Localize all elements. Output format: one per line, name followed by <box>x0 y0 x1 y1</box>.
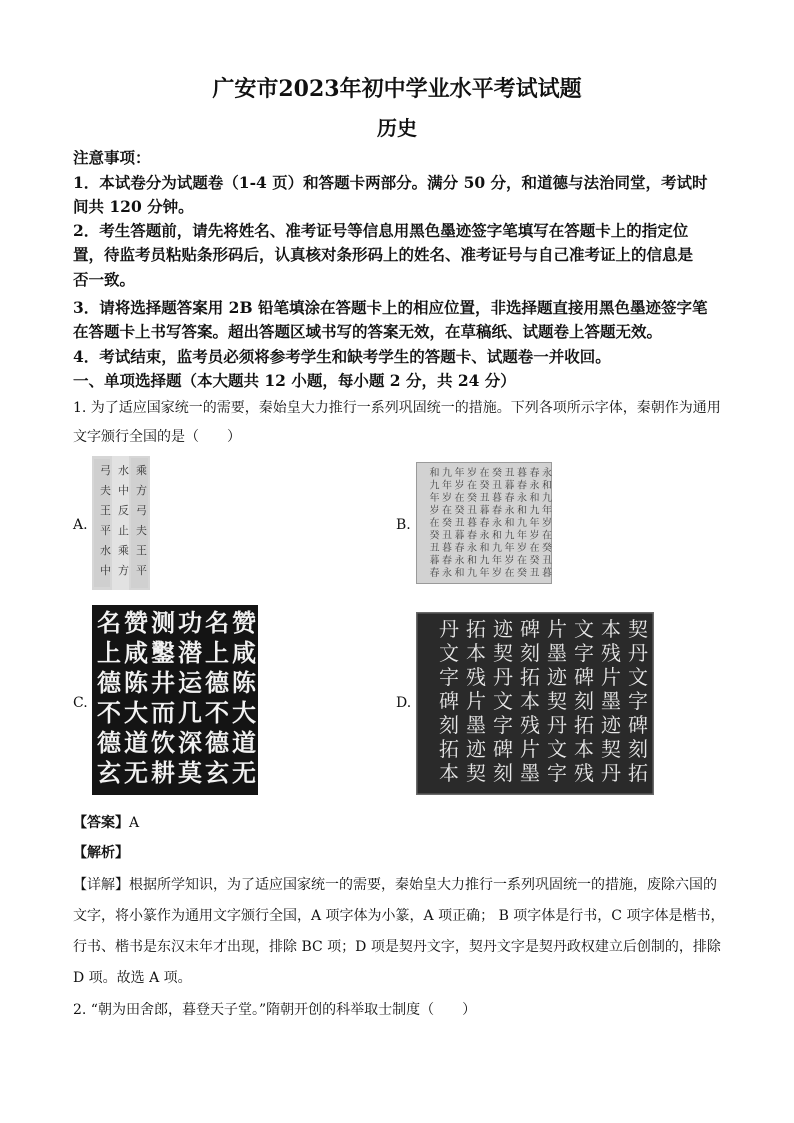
script-glyph: 刻 <box>628 737 648 761</box>
script-glyph: 王 <box>136 544 147 557</box>
script-glyph: 暮 <box>442 543 452 554</box>
script-glyph: 方 <box>136 484 147 497</box>
script-glyph: 井 <box>151 668 175 697</box>
script-glyph: 永 <box>517 493 527 504</box>
script-glyph: 在 <box>504 568 515 579</box>
script-glyph: 不 <box>97 698 121 727</box>
script-glyph: 王 <box>100 504 111 517</box>
script-glyph: 德 <box>97 668 121 697</box>
script-glyph: 九 <box>517 518 527 529</box>
script-glyph: 道 <box>124 728 148 757</box>
script-glyph: 岁 <box>517 543 527 554</box>
script-glyph: 契 <box>493 641 513 665</box>
script-glyph: 丑 <box>529 568 540 579</box>
option-c-rubbing-image <box>92 605 258 795</box>
answer-tag: 【答案】 <box>73 815 129 831</box>
script-glyph: 丹 <box>601 761 621 785</box>
script-glyph: 方 <box>118 564 129 577</box>
script-glyph: 丹 <box>628 641 648 665</box>
script-glyph: 德 <box>97 728 121 757</box>
script-glyph: 弓 <box>100 464 111 477</box>
script-glyph: 大 <box>232 698 256 727</box>
script-glyph: 夫 <box>136 524 147 537</box>
script-glyph: 大 <box>124 698 148 727</box>
script-glyph: 永 <box>442 568 452 579</box>
script-glyph: 岁 <box>442 493 452 504</box>
script-glyph: 永 <box>454 555 465 567</box>
script-glyph: 止 <box>118 524 129 537</box>
script-glyph: 九 <box>467 568 477 579</box>
script-glyph: 墨 <box>466 713 486 737</box>
exam-title: 广安市2023年初中学业水平考试试题 <box>212 76 582 102</box>
script-glyph: 赞 <box>124 608 148 637</box>
question-2-stem: 2. “朝为田舍郎，暮登天子堂。”隋朝开创的科举取士制度（ ） <box>73 1002 477 1018</box>
option-c-label: C. <box>73 695 88 711</box>
script-glyph: 无 <box>232 758 256 787</box>
script-glyph: 暮 <box>504 480 515 492</box>
script-glyph: 九 <box>542 493 552 504</box>
script-glyph: 文 <box>493 689 513 713</box>
script-glyph: 和 <box>492 530 502 542</box>
script-glyph: 德 <box>205 668 229 697</box>
notes-line: 4．考试结束，监考员必须将参考学生和缺考学生的答题卡、试题卷一并收回。 <box>73 347 611 366</box>
script-glyph: 年 <box>442 480 452 492</box>
notes-line: 在答题卡上书写答案。超出答题区域书写的答案无效，在草稿纸、试题卷上答题无效。 <box>73 322 663 341</box>
detail-line: 文字，将小篆作为通用文字颁行全国，A 项字体为小篆，A 项正确； B 项字体是行书，C 项字体是楷书， <box>73 908 725 924</box>
script-glyph: 文 <box>628 665 648 689</box>
option-d-rubbing-image <box>416 612 654 795</box>
option-b-label: B. <box>396 517 411 533</box>
script-glyph: 本 <box>439 761 459 785</box>
script-glyph: 残 <box>520 713 540 737</box>
notes-heading: 注意事项： <box>73 148 151 167</box>
script-glyph: 丑 <box>504 468 515 479</box>
script-glyph: 九 <box>479 555 490 567</box>
script-glyph: 九 <box>529 505 540 517</box>
option-b-script-image <box>416 462 552 584</box>
detail-line: 行书、楷书是东汉末年才出现，排除 BC 项；D 项是契丹文字，契丹文字是契丹政权建立后创制的，排除 <box>73 939 721 955</box>
script-glyph: 永 <box>542 468 552 479</box>
script-glyph: 水 <box>118 464 129 477</box>
script-glyph: 字 <box>574 641 594 665</box>
script-glyph: 春 <box>442 555 452 567</box>
script-glyph: 赞 <box>232 608 256 637</box>
script-glyph: 碑 <box>628 713 648 737</box>
script-glyph: 迹 <box>601 713 621 737</box>
script-glyph: 在 <box>454 493 465 504</box>
script-glyph: 陈 <box>124 668 148 697</box>
detail-line: D 项。故选 A 项。 <box>73 970 192 986</box>
script-glyph: 癸 <box>542 543 552 554</box>
script-glyph: 丹 <box>547 713 567 737</box>
script-glyph: 本 <box>520 689 540 713</box>
script-glyph: 潜 <box>178 638 202 667</box>
script-glyph: 深 <box>178 728 202 757</box>
script-glyph: 中 <box>118 484 129 497</box>
option-b-image <box>416 462 552 584</box>
script-glyph: 墨 <box>601 689 621 713</box>
script-glyph: 平 <box>136 564 147 577</box>
script-glyph: 无 <box>124 758 148 787</box>
script-glyph: 和 <box>429 468 440 479</box>
script-glyph: 丑 <box>542 555 552 567</box>
script-glyph: 岁 <box>429 505 440 517</box>
script-glyph: 在 <box>517 555 527 567</box>
script-glyph: 咸 <box>232 638 256 667</box>
script-glyph: 春 <box>492 505 502 517</box>
script-glyph: 不 <box>205 698 229 727</box>
script-glyph: 在 <box>467 480 477 492</box>
script-glyph: 德 <box>205 728 229 757</box>
script-glyph: 九 <box>504 530 515 542</box>
script-glyph: 鑿 <box>151 638 175 667</box>
script-glyph: 道 <box>232 728 256 757</box>
script-glyph: 岁 <box>467 468 477 479</box>
script-glyph: 饮 <box>151 728 175 757</box>
script-glyph: 癸 <box>429 530 440 542</box>
script-glyph: 文 <box>547 737 567 761</box>
script-glyph: 片 <box>466 689 486 713</box>
question-1-stem: 1. 为了适应国家统一的需要，秦始皇大力推行一系列巩固统一的措施。下列各项所示字体，秦朝作为通用 <box>73 400 721 416</box>
script-glyph: 字 <box>547 761 567 785</box>
script-glyph: 陈 <box>232 668 256 697</box>
script-glyph: 本 <box>601 617 621 641</box>
option-a-image <box>92 456 150 590</box>
script-glyph: 本 <box>466 641 486 665</box>
section-title: 一、单项选择题（本大题共 12 小题，每小题 2 分，共 24 分） <box>73 371 516 390</box>
script-glyph: 片 <box>601 665 621 689</box>
script-glyph: 咸 <box>124 638 148 667</box>
script-glyph: 年 <box>517 530 527 542</box>
script-glyph: 永 <box>467 543 477 554</box>
script-glyph: 癸 <box>529 555 540 567</box>
script-glyph: 字 <box>628 689 648 713</box>
script-glyph: 几 <box>178 698 202 727</box>
script-glyph: 春 <box>467 530 477 542</box>
script-glyph: 名 <box>97 608 121 637</box>
script-glyph: 刻 <box>520 641 540 665</box>
script-glyph: 永 <box>504 505 515 517</box>
script-glyph: 癸 <box>467 493 477 504</box>
script-glyph: 中 <box>100 564 111 577</box>
script-glyph: 年 <box>454 468 465 479</box>
script-glyph: 永 <box>529 480 540 492</box>
script-glyph: 丑 <box>479 493 490 504</box>
script-glyph: 和 <box>542 480 552 492</box>
script-glyph: 癸 <box>479 480 490 492</box>
script-glyph: 丑 <box>492 480 502 492</box>
script-glyph: 年 <box>479 568 490 579</box>
script-glyph: 年 <box>529 518 540 529</box>
script-glyph: 在 <box>442 505 452 517</box>
script-glyph: 反 <box>118 504 129 517</box>
script-glyph: 拓 <box>520 665 540 689</box>
script-glyph: 上 <box>205 638 229 667</box>
script-glyph: 春 <box>479 518 490 529</box>
script-glyph: 癸 <box>454 505 465 517</box>
notes-line: 3．请将选择题答案用 2B 铅笔填涂在答题卡上的相应位置，非选择题直接用黑色墨迹签字笔 <box>73 298 708 317</box>
script-glyph: 拓 <box>628 761 648 785</box>
script-glyph: 迹 <box>547 665 567 689</box>
script-glyph: 运 <box>178 668 202 697</box>
script-glyph: 弓 <box>136 504 147 517</box>
script-glyph: 暮 <box>492 493 502 504</box>
option-a-script-image <box>92 456 150 590</box>
script-glyph: 片 <box>520 737 540 761</box>
option-d-image <box>416 612 654 795</box>
script-glyph: 暮 <box>479 505 490 517</box>
script-glyph: 墨 <box>520 761 540 785</box>
script-glyph: 刻 <box>439 713 459 737</box>
script-glyph: 和 <box>467 555 477 567</box>
answer-line <box>73 812 723 834</box>
script-glyph: 玄 <box>205 758 229 787</box>
script-glyph: 残 <box>466 665 486 689</box>
script-glyph: 春 <box>429 568 440 579</box>
option-a-label: A. <box>73 517 88 533</box>
script-glyph: 丑 <box>429 543 440 554</box>
script-glyph: 本 <box>574 737 594 761</box>
script-glyph: 癸 <box>492 468 502 479</box>
analysis-tag: 【解析】 <box>73 845 129 861</box>
script-glyph: 丹 <box>493 665 513 689</box>
script-glyph: 和 <box>479 543 490 554</box>
script-glyph: 耕 <box>151 758 175 787</box>
script-glyph: 在 <box>479 468 490 479</box>
script-glyph: 莫 <box>178 758 202 787</box>
script-glyph: 岁 <box>529 530 540 542</box>
script-glyph: 在 <box>542 530 552 542</box>
notes-line: 置，待监考员粘贴条形码后，认真核对条形码上的姓名、准考证号与自己准考证上的信息是 <box>73 245 694 264</box>
script-glyph: 岁 <box>542 518 552 529</box>
script-glyph: 碑 <box>493 737 513 761</box>
answer-value: A <box>129 815 140 831</box>
script-glyph: 文 <box>439 641 459 665</box>
script-glyph: 契 <box>628 617 648 641</box>
script-glyph: 碑 <box>574 665 594 689</box>
script-glyph: 迹 <box>466 737 486 761</box>
script-glyph: 乘 <box>118 544 129 557</box>
script-glyph: 九 <box>442 468 452 479</box>
script-glyph: 名 <box>205 608 229 637</box>
script-glyph: 癸 <box>517 568 527 579</box>
script-glyph: 年 <box>429 493 440 504</box>
script-glyph: 乘 <box>136 464 147 477</box>
script-glyph: 和 <box>529 493 540 504</box>
script-glyph: 契 <box>547 689 567 713</box>
script-glyph: 和 <box>517 505 527 517</box>
script-glyph: 字 <box>439 665 459 689</box>
script-glyph: 九 <box>429 480 440 492</box>
script-glyph: 暮 <box>467 518 477 529</box>
script-glyph: 上 <box>97 638 121 667</box>
script-glyph: 刻 <box>493 761 513 785</box>
script-glyph: 丑 <box>467 505 477 517</box>
script-glyph: 春 <box>529 468 540 479</box>
script-glyph: 字 <box>493 713 513 737</box>
script-glyph: 九 <box>492 543 502 554</box>
script-glyph: 年 <box>492 555 502 567</box>
script-glyph: 拓 <box>439 737 459 761</box>
script-glyph: 而 <box>151 698 175 727</box>
script-glyph: 春 <box>504 493 515 504</box>
question-1-stem: 文字颁行全国的是（ ） <box>73 429 241 445</box>
script-glyph: 丑 <box>442 530 452 542</box>
script-glyph: 岁 <box>492 568 502 579</box>
script-glyph: 年 <box>542 505 552 517</box>
script-glyph: 契 <box>601 737 621 761</box>
script-glyph: 暮 <box>517 468 527 479</box>
exam-subject: 历史 <box>377 116 417 140</box>
script-glyph: 和 <box>504 518 515 529</box>
script-glyph: 暮 <box>429 555 440 567</box>
script-glyph: 在 <box>429 518 440 529</box>
script-glyph: 迹 <box>493 617 513 641</box>
script-glyph: 丹 <box>439 617 459 641</box>
script-glyph: 测 <box>151 608 175 637</box>
script-glyph: 和 <box>454 568 465 579</box>
script-glyph: 碑 <box>439 689 459 713</box>
script-glyph: 拓 <box>574 713 594 737</box>
option-d-label: D. <box>396 695 412 711</box>
option-c-image <box>92 605 258 795</box>
script-glyph: 碑 <box>520 617 540 641</box>
script-glyph: 岁 <box>504 555 515 567</box>
notes-line: 1．本试卷分为试题卷（1-4 页）和答题卡两部分。满分 50 分，和道德与法治同堂，考试时 <box>73 173 708 192</box>
script-glyph: 墨 <box>547 641 567 665</box>
script-glyph: 永 <box>492 518 502 529</box>
detail-line: 【详解】根据所学知识，为了适应国家统一的需要，秦始皇大力推行一系列巩固统一的措施，废除六国的 <box>73 877 717 893</box>
script-glyph: 癸 <box>442 518 452 529</box>
script-glyph: 水 <box>100 544 111 557</box>
notes-line: 间共 120 分钟。 <box>73 197 194 216</box>
script-glyph: 夫 <box>100 484 111 497</box>
script-glyph: 玄 <box>97 758 121 787</box>
script-glyph: 片 <box>547 617 567 641</box>
script-glyph: 永 <box>479 530 490 542</box>
script-glyph: 平 <box>100 524 111 537</box>
script-glyph: 文 <box>574 617 594 641</box>
script-glyph: 契 <box>466 761 486 785</box>
script-glyph: 拓 <box>466 617 486 641</box>
script-glyph: 在 <box>529 543 540 554</box>
script-glyph: 残 <box>574 761 594 785</box>
script-glyph: 年 <box>504 543 515 554</box>
script-glyph: 丑 <box>454 518 465 529</box>
script-glyph: 刻 <box>574 689 594 713</box>
script-glyph: 岁 <box>454 480 465 492</box>
script-glyph: 暮 <box>454 530 465 542</box>
script-glyph: 春 <box>517 480 527 492</box>
script-glyph: 功 <box>178 608 202 637</box>
notes-line: 2．考生答题前，请先将姓名、准考证号等信息用黑色墨迹签字笔填写在答题卡上的指定位 <box>73 221 689 240</box>
script-glyph: 暮 <box>542 568 552 579</box>
notes-line: 否一致。 <box>73 270 136 289</box>
script-glyph: 残 <box>601 641 621 665</box>
script-glyph: 春 <box>454 543 465 554</box>
